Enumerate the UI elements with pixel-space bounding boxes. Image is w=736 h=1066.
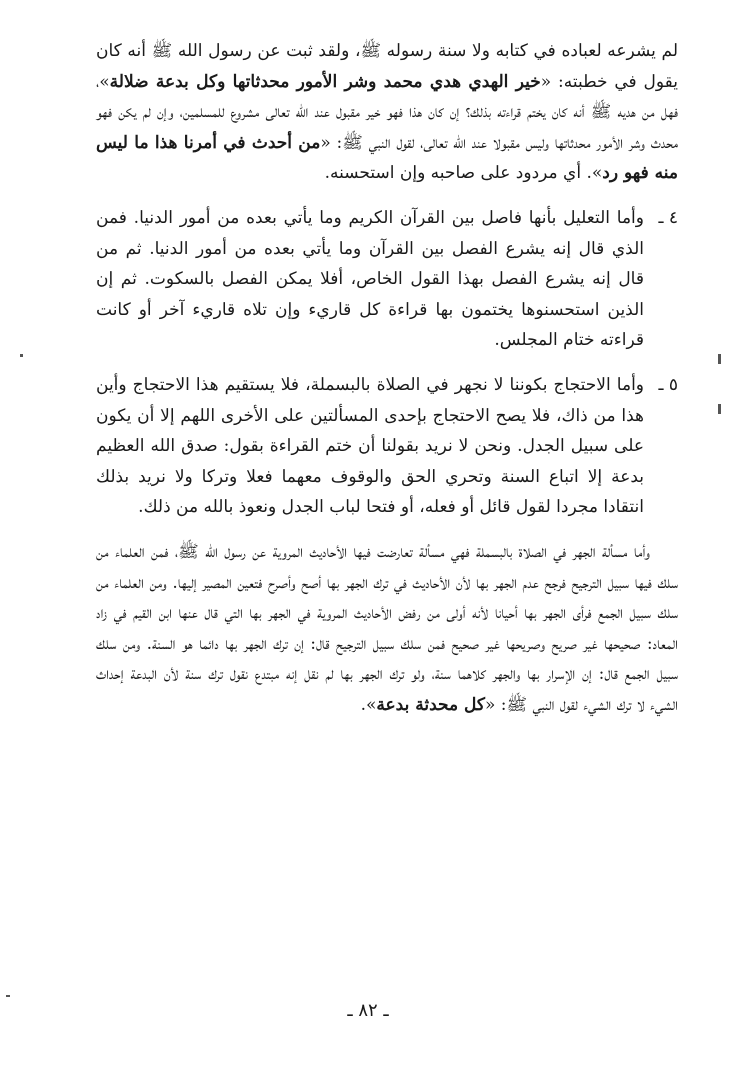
item-number: ٥ ـ	[658, 374, 678, 395]
scan-speck	[718, 354, 721, 364]
paragraph-text: لم يشرعه لعباده في كتابه ولا سنة رسوله ﷺ، ولقد ثبت عن رسول الله ﷺ أنه كان يقول في خطبته: «	[96, 41, 678, 92]
scan-speck	[6, 995, 10, 997]
scan-speck	[718, 404, 721, 414]
paragraph-text: »، فهل من هديه ﷺ أنه كان يختم قراءته بذلك؟ إن كان هذا فهو خير مقبول عند الله تعالى مشروع للمسلمين، وإن لم يكن فهو محدث وشر الأمور محدثاتها وليس مقبولا عند الله تعالى، لقول النبي ﷺ: «	[96, 71, 679, 153]
paragraph-text: ». أي مردود على صاحبه وإن استحسنه.	[324, 163, 603, 184]
hadith-quote: كل محدثة بدعة	[376, 694, 485, 715]
numbered-item-4	[96, 203, 678, 356]
item-text: وأما التعليل بأنها فاصل بين القرآن الكريم وما يأتي بعده من أمور الدنيا. فمن الذي قال إنه يشرع الفصل بين القرآن وما يأتي بعده من أمور الدنيا. ثم من قال إنه يشرع الفصل بهذا القول الخاص، أفلا يمكن الفصل بالسكوت. ثم إن الذين استحسنوها يختمون بها قراءة كل قاريء وإن تلاه قاريء آخر أو كانت قراءته ختام المجلس.	[96, 207, 644, 351]
item-number: ٤ ـ	[658, 207, 678, 228]
numbered-item-5	[96, 370, 678, 523]
page-number: ـ ٨٢ ـ	[347, 1000, 389, 1021]
paragraph-text: ».	[360, 694, 377, 715]
hadith-quote: من أحدث في أمرنا هذا ما ليس منه فهو رد	[96, 132, 678, 184]
hadith-quote: خير الهدي هدي محمد وشر الأمور محدثاتها وكل بدعة ضلالة	[109, 71, 541, 92]
paragraph-text: وأما مسألة الجهر في الصلاة بالبسملة فهي مسألة تعارضت فيها الأحاديث المروية عن رسول الله ﷺ، فمن العلماء من سلك فيها سبيل الترجيح فرجح عدم الجهر بها لأن الأحاديث في ترك الجهر بها أصح وأصرح فتعين المصير إليها. ومن العلماء من سلك سبيل الجمع فرأى الجهر بها أحيانا لأنه أولى من رفض الأحاديث المروية في الجهر بها التي قال عنها ابن القيم في زاد المعاد: صحيحها غير صريح وصريحها غير صحيح فمن سلك سبيل الترجيح قال: إن ترك الجهر بها دائما هو السنة. ومن سلك سبيل الجمع قال: إن الإسرار بها والجهر كلاهما سنة، ولو ترك الجهر بها لم نقل إنه مبتدع نقول ترك سنة لأن البدعة إحداث الشيء لا ترك الشيء لقول النبي ﷺ: «	[96, 541, 678, 715]
scan-speck	[20, 354, 23, 357]
paragraph-intro	[96, 36, 678, 189]
page-body	[96, 36, 678, 720]
item-text: وأما الاحتجاج بكوننا لا نجهر في الصلاة بالبسملة، فلا يستقيم هذا الاحتجاج وأين هذا من ذاك، فلا يصح الاحتجاج بإحدى المسألتين على الأخرى اللهم إلا أن يكون على سبيل الجدل. ونحن لا نريد بقولنا أن ختم القراءة بقول: صدق الله العظيم بدعة إلا اتباع السنة وتحري الحق والوقوف معهما فعلا وتركا ولا نريد بذلك انتقادا مجردا لقول قائل أو فعله، أو فتحا لباب الجدل ونعوذ بالله من ذلك.	[96, 374, 644, 518]
paragraph-basmala	[96, 537, 678, 721]
